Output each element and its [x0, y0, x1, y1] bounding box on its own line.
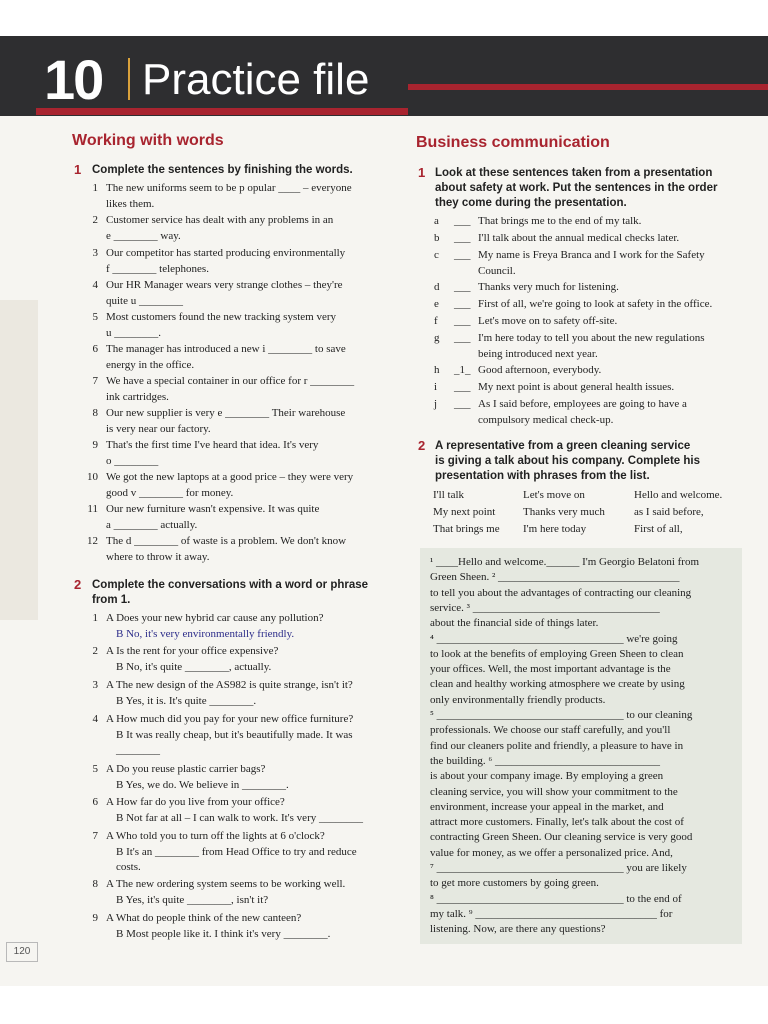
item-line: We got the new laptops at a good price – they were very: [106, 471, 354, 483]
exercise-number: 1: [74, 162, 82, 177]
title-separator: [128, 58, 130, 100]
exercise-instruction: Complete the conversations with a word or phrase from 1.: [92, 579, 369, 606]
item-number: 4: [92, 713, 98, 725]
item-text: [106, 342, 394, 373]
item-line: energy in the office.: [106, 358, 195, 371]
item-text: [106, 911, 396, 942]
item-number: 4: [92, 279, 98, 291]
presentation-line: is about your company image. By employing a green: [430, 770, 664, 783]
item-text: [478, 231, 742, 247]
conversation-line: A What do people think of the new canteen?: [106, 912, 302, 924]
presentation-line: listening. Now, are there any questions?: [430, 923, 606, 936]
answer-blank[interactable]: ___: [454, 332, 471, 344]
answer-blank[interactable]: ___: [454, 281, 471, 293]
section-heading-words: Working with words: [72, 132, 224, 149]
item-text: [106, 502, 394, 533]
item-text: [106, 374, 394, 405]
item-line: My name is Freya Branca and I work for the Safety: [478, 249, 705, 261]
item-number: 2: [92, 214, 98, 226]
item-text: [106, 534, 394, 565]
item-number: 9: [92, 439, 98, 451]
item-text: [478, 214, 742, 230]
item-text: [478, 363, 742, 379]
item-text: [106, 644, 396, 675]
presentation-line: your offices. Well, the most important advantage is the: [430, 663, 671, 676]
item-text: [106, 406, 394, 437]
phrase-option: Hello and welcome.: [634, 489, 723, 501]
item-number: 10: [87, 471, 98, 483]
item-text: [106, 611, 396, 642]
item-line: As I said before, employees are going to have a: [478, 398, 687, 410]
exercise-instruction: Look at these sentences taken from a presentation about safety at work. Put the sentences in the order they come during the presentation.: [435, 167, 718, 209]
presentation-line: ⁷ __________________________________ you are likely: [430, 862, 687, 874]
phrase-option: Thanks very much: [523, 506, 605, 518]
item-letter: g: [434, 332, 440, 344]
answer-blank[interactable]: ___: [454, 215, 471, 227]
exercise-number: 2: [418, 438, 426, 453]
conversation-line: B Yes, it is. It's quite ________.: [116, 694, 257, 707]
item-line: Our new furniture wasn't expensive. It was quite: [106, 503, 320, 515]
phrase-option: I'll talk: [433, 489, 465, 501]
item-number: 3: [92, 679, 98, 691]
conversation-line: A How much did you pay for your new office furniture?: [106, 713, 354, 725]
item-line: quite u ________: [106, 294, 183, 307]
item-number: 1: [92, 612, 98, 624]
conversation-line: A The new design of the AS982 is quite strange, isn't it?: [106, 679, 353, 691]
item-letter: d: [434, 281, 440, 293]
item-text: [106, 181, 394, 212]
item-text: [478, 397, 742, 428]
item-number: 7: [92, 830, 98, 842]
presentation-line: Green Sheen. ² _________________________________: [430, 571, 680, 584]
presentation-line: cleaning service, you will show your commitment to the: [430, 785, 678, 798]
item-line: Council.: [478, 264, 516, 277]
conversation-line: B Not far at all – I can walk to work. It's very ________: [116, 811, 363, 824]
presentation-line: environment, increase your appeal in the market, and: [430, 800, 664, 813]
exercise-number: 2: [74, 577, 82, 592]
item-letter: b: [434, 232, 440, 244]
answer-blank[interactable]: ___: [454, 398, 471, 410]
item-line: Our HR Manager wears very strange clothes – they're: [106, 279, 343, 291]
item-line: First of all, we're going to look at safety in the office.: [478, 298, 713, 310]
item-number: 8: [92, 407, 98, 419]
conversation-line: B Yes, we do. We believe in ________.: [116, 778, 289, 791]
conversation-line: B Most people like it. I think it's very ________.: [116, 927, 331, 940]
item-line: o ________: [106, 454, 159, 467]
item-line: good v ________ for money.: [106, 486, 234, 499]
item-letter: c: [434, 249, 439, 261]
item-text: [478, 280, 742, 296]
item-line: That brings me to the end of my talk.: [478, 215, 642, 227]
presentation-line: attract more customers. Finally, let's talk about the cost of: [430, 816, 684, 829]
item-number: 12: [87, 535, 98, 547]
item-text: [106, 246, 394, 277]
item-text: [106, 278, 394, 309]
conversation-line: B No, it's very environmentally friendly.: [116, 627, 295, 640]
item-line: Most customers found the new tracking system very: [106, 311, 337, 323]
presentation-line: professionals. We choose our staff carefully, and you'll: [430, 724, 671, 737]
conversation-line: A Is the rent for your office expensive?: [106, 645, 279, 657]
item-text: [478, 297, 742, 313]
phrase-option: First of all,: [634, 523, 683, 535]
item-text: [478, 314, 742, 330]
answer-blank[interactable]: ___: [454, 249, 471, 261]
presentation-line: the building. ⁶ ______________________________: [430, 754, 660, 767]
item-line: Our new supplier is very e ________ Their warehouse: [106, 407, 346, 419]
presentation-line: clean and healthy working atmosphere we create by using: [430, 678, 685, 691]
item-text: [106, 310, 394, 341]
item-line: My next point is about general health issues.: [478, 381, 675, 393]
item-line: Our competitor has started producing environmentally: [106, 247, 346, 259]
answer-blank[interactable]: _1_: [454, 364, 471, 376]
item-letter: i: [434, 381, 438, 393]
presentation-line: my talk. ⁹ _________________________________ for: [430, 907, 673, 920]
item-line: a ________ actually.: [106, 518, 198, 531]
item-number: 1: [92, 182, 98, 194]
presentation-line: service. ³ __________________________________: [430, 601, 660, 614]
item-number: 3: [92, 247, 98, 259]
presentation-line: ⁸ __________________________________ to the end of: [430, 892, 682, 905]
item-number: 7: [92, 375, 98, 387]
conversation-line: B No, it's quite ________, actually.: [116, 660, 272, 673]
presentation-line: to look at the benefits of employing Green Sheen to clean: [430, 647, 684, 660]
item-text: [106, 795, 396, 826]
answer-blank[interactable]: ___: [454, 315, 471, 327]
section-heading-business: Business communication: [416, 134, 610, 151]
conversation-line: A Who told you to turn off the lights at 6 o'clock?: [106, 830, 325, 842]
item-line: f ________ telephones.: [106, 262, 209, 275]
answer-blank[interactable]: ___: [454, 298, 471, 310]
answer-blank[interactable]: ___: [454, 232, 471, 244]
item-line: ink cartridges.: [106, 390, 169, 403]
conversation-line: B It's an ________ from Head Office to try and reduce: [116, 845, 357, 858]
exercise-instruction: Complete the sentences by finishing the words.: [92, 164, 353, 176]
item-number: 11: [87, 503, 98, 515]
item-text: [106, 877, 396, 908]
item-line: The manager has introduced a new i ________ to save: [106, 343, 346, 355]
item-line: likes them.: [106, 197, 155, 210]
item-line: Customer service has dealt with any problems in an: [106, 214, 334, 226]
item-line: Let's move on to safety off-site.: [478, 315, 618, 327]
item-letter: f: [434, 315, 438, 327]
presentation-line: value for money, as we offer a personalized price. And,: [430, 846, 673, 859]
phrase-option: My next point: [433, 506, 496, 518]
item-line: being introduced next year.: [478, 347, 598, 360]
item-line: u ________.: [106, 326, 161, 339]
item-number: 9: [92, 912, 98, 924]
side-tab: [0, 300, 38, 620]
phrase-option: Let's move on: [523, 489, 585, 501]
item-line: We have a special container in our office for r ________: [106, 375, 355, 387]
item-text: [106, 438, 394, 469]
page-number: 120: [6, 942, 38, 962]
item-text: [106, 470, 394, 501]
header-red-line: [408, 84, 768, 90]
item-text: [106, 678, 396, 709]
item-line: The new uniforms seem to be p opular ____ – everyone: [106, 182, 352, 194]
item-line: compulsory medical check-up.: [478, 413, 614, 426]
presentation-line: ¹ ____Hello and welcome.______ I'm Georgio Belatoni from: [430, 556, 700, 568]
presentation-line: only environmentally friendly products.: [430, 693, 606, 706]
conversation-line: A The new ordering system seems to be working well.: [106, 878, 346, 890]
item-number: 6: [92, 343, 98, 355]
item-text: [106, 762, 396, 793]
conversation-line: ________: [116, 744, 160, 756]
item-letter: j: [434, 398, 438, 410]
exercise-instruction: A representative from a green cleaning service is giving a talk about his company. Complete his presentation with phrases from the list.: [435, 440, 700, 482]
item-number: 8: [92, 878, 98, 890]
presentation-line: find our cleaners polite and friendly, a pleasure to have in: [430, 739, 684, 752]
presentation-line: ⁴ __________________________________ we're going: [430, 632, 678, 645]
item-text: [478, 331, 742, 362]
item-text: [106, 829, 396, 876]
conversation-line: A Do you reuse plastic carrier bags?: [106, 763, 266, 775]
item-number: 2: [92, 645, 98, 657]
item-line: I'll talk about the annual medical checks later.: [478, 232, 680, 244]
item-text: [478, 380, 742, 396]
item-letter: h: [434, 364, 440, 376]
presentation-line: to get more customers by going green.: [430, 877, 599, 890]
conversation-line: B It was really cheap, but it's beautifully made. It was: [116, 728, 353, 741]
presentation-line: contracting Green Sheen. Our cleaning service is very good: [430, 831, 693, 844]
chapter-number: 10: [44, 48, 103, 111]
item-line: I'm here today to tell you about the new regulations: [478, 332, 705, 344]
item-line: The d ________ of waste is a problem. We don't know: [106, 535, 347, 547]
item-number: 5: [92, 763, 98, 775]
phrase-option: That brings me: [433, 523, 500, 535]
item-number: 6: [92, 796, 98, 808]
item-letter: a: [434, 215, 439, 227]
conversation-line: A Does your new hybrid car cause any pollution?: [106, 612, 324, 624]
item-letter: e: [434, 298, 439, 310]
item-text: [106, 712, 396, 759]
item-line: Good afternoon, everybody.: [478, 364, 602, 376]
item-line: That's the first time I've heard that idea. It's very: [106, 439, 319, 451]
item-line: where to throw it away.: [106, 550, 210, 563]
item-line: is very near our factory.: [106, 422, 211, 435]
page-title: Practice file: [142, 55, 370, 104]
item-line: e ________ way.: [106, 229, 181, 242]
conversation-line: A How far do you live from your office?: [106, 796, 285, 808]
conversation-line: B Yes, it's quite ________, isn't it?: [116, 893, 269, 906]
item-text: [478, 248, 742, 279]
answer-blank[interactable]: ___: [454, 381, 471, 393]
presentation-line: to tell you about the advantages of contracting our cleaning: [430, 586, 692, 599]
presentation-line: ⁵ __________________________________ to our cleaning: [430, 709, 693, 721]
phrase-option: as I said before,: [634, 506, 704, 518]
presentation-line: about the financial side of things later.: [430, 617, 599, 630]
item-line: Thanks very much for listening.: [478, 281, 619, 293]
item-text: [106, 213, 394, 244]
conversation-line: costs.: [116, 861, 141, 873]
item-number: 5: [92, 311, 98, 323]
exercise-number: 1: [418, 165, 426, 180]
phrase-option: I'm here today: [523, 523, 587, 535]
